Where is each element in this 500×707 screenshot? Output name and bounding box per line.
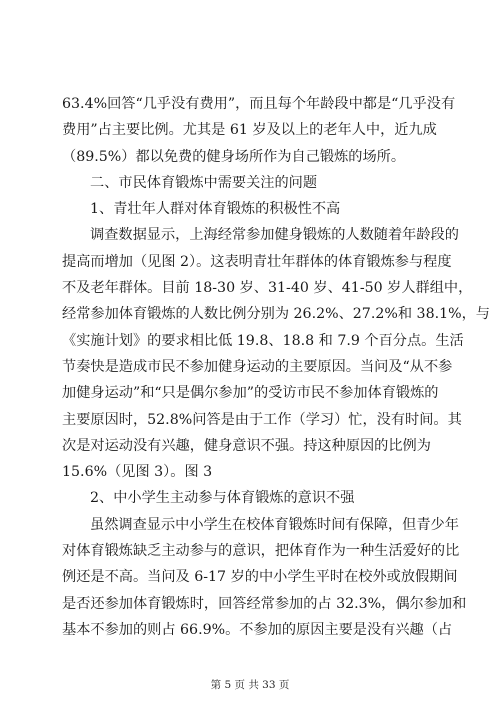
section-heading: 二、市民体育锻炼中需要关注的问题	[90, 174, 318, 191]
text-line: （89.5%）都以免费的健身场所作为自己锻炼的场所。	[62, 148, 406, 165]
text-line: 15.6%（见图 3）。图 3	[62, 464, 213, 481]
text-line: 对体育锻炼缺乏主动参与的意识，把体育作为一种生活爱好的比	[62, 543, 460, 560]
text-line: 基本不参加的则占 66.9%。不参加的原因主要是没有兴趣（占	[62, 621, 453, 638]
subsection-heading: 1、青壮年人群对体育锻炼的积极性不高	[90, 201, 341, 218]
text-line: 虽然调查显示中小学生在校体育锻炼时间有保障，但青少年	[90, 516, 459, 533]
text-line: 例还是不高。当问及 6-17 岁的中小学生平时在校外或放假期间	[62, 569, 458, 586]
text-line: 主要原因时，52.8%问答是由于工作（学习）忙，没有时间。其	[62, 411, 462, 428]
text-line: 63.4%回答“几乎没有费用”，而且每个年龄段中都是“几乎没有	[62, 96, 456, 112]
text-line: 次是对运动没有兴趣，健身意识不强。持这种原因的比例为	[62, 437, 431, 454]
page-body	[62, 91, 490, 643]
text-line: 是否还参加体育锻炼时，回答经常参加的占 32.3%，偶尔参加和	[62, 595, 467, 612]
page-footer	[0, 678, 500, 692]
text-line: 经常参加体育锻炼的人数比例分别为 26.2%、27.2%和 38.1%，与	[62, 306, 490, 323]
text-line: 节奏快是造成市民不参加健身运动的主要原因。当问及“从不参	[62, 358, 453, 375]
text-line: 加健身运动”和“只是偶尔参加”的受访市民不参加体育锻炼的	[62, 385, 439, 402]
subsection-heading: 2、中小学生主动参与体育锻炼的意识不强	[90, 490, 355, 507]
text-line: 提高而增加（见图 2）。这表明青壮年群体的体育锻炼参与程度	[62, 253, 452, 270]
text-line: 《实施计划》的要求相比低 19.8、18.8 和 7.9 个百分点。生活	[62, 332, 464, 349]
text-line: 费用”占主要比例。尤其是 61 岁及以上的老年人中，近九成	[62, 122, 437, 139]
page-number: 第 5 页 共 33 页	[210, 679, 290, 691]
text-line: 不及老年群体。目前 18-30 岁、31-40 岁、41-50 岁人群组中，	[62, 280, 473, 297]
text-line: 调查数据显示，上海经常参加健身锻炼的人数随着年龄段的	[90, 227, 459, 244]
